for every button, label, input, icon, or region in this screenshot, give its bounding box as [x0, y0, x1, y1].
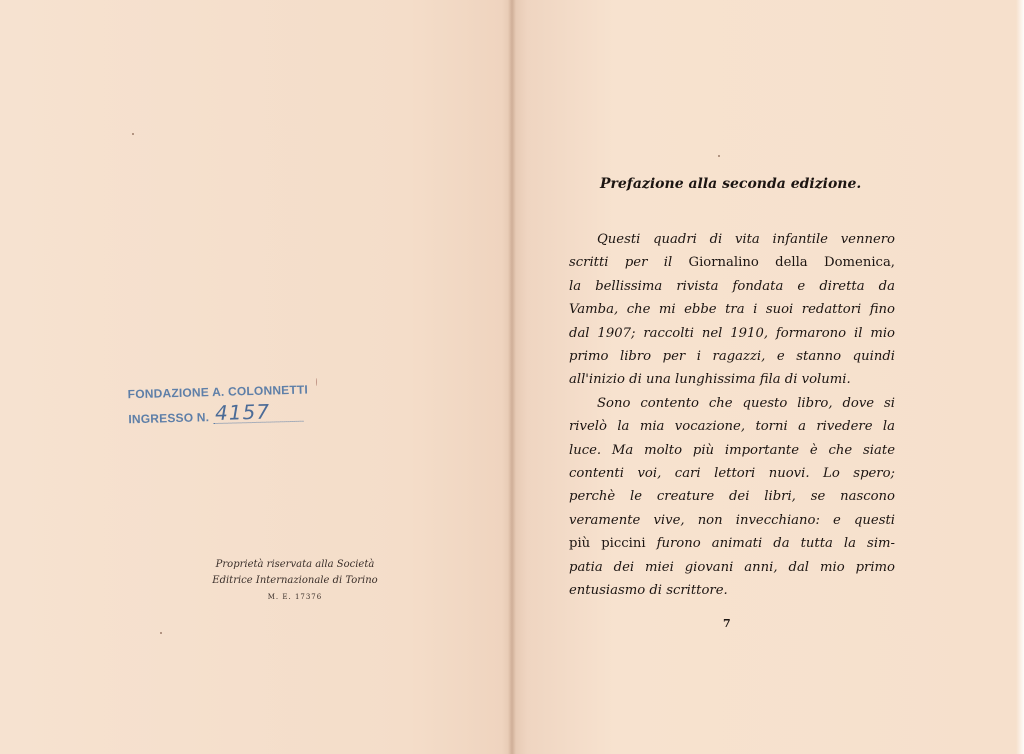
paper-mark — [316, 378, 317, 386]
preface-paragraph-1 — [569, 228, 895, 392]
preface-paragraph-2 — [569, 392, 895, 603]
library-stamp — [127, 382, 309, 427]
stamp-entry-number: 4157 — [214, 399, 271, 426]
text-line: luce. Ma molto più importante è che siate — [569, 442, 895, 458]
copyright-line-1: Proprietà riservata alla Società — [215, 559, 375, 570]
stamp-entry-field — [213, 399, 303, 426]
copyright-line-2: Editrice Internazionale di Torino — [212, 575, 378, 586]
page-number: 7 — [723, 617, 731, 630]
text-line: entusiasmo di scrittore. — [569, 583, 728, 599]
text-line: rivelò la mia vocazione, torni a rivedere la — [569, 419, 895, 435]
text-line: patia dei miei giovani anni, dal mio primo — [569, 559, 895, 575]
text-line: più piccini furono animati da tutta la sim- — [569, 536, 895, 552]
text-line: la bellissima rivista fondata e diretta da — [569, 278, 895, 294]
left-page — [0, 0, 510, 754]
text-line: veramente vive, non invecchiano: e questi — [569, 512, 895, 528]
preface-body — [569, 228, 895, 603]
paper-speck — [160, 632, 162, 634]
book-gutter — [508, 0, 516, 754]
text-line: scritti per il Giornalino della Domenica, — [569, 255, 895, 271]
text-line: all'inizio di una lunghissima fila di volumi. — [569, 372, 851, 388]
text-line: dal 1907; raccolti nel 1910, formarono il mio — [569, 325, 895, 341]
text-line: primo libro per i ragazzi, e stanno quindi — [569, 349, 895, 365]
text-line: contenti voi, cari lettori nuovi. Lo spero; — [569, 466, 895, 482]
text-line: Sono contento che questo libro, dove si — [597, 395, 895, 411]
paper-speck — [718, 155, 720, 157]
copyright-notice — [195, 557, 395, 605]
stamp-entry-label: INGRESSO N. — [128, 410, 210, 427]
preface-heading: Prefazione alla seconda edizione. — [600, 176, 862, 192]
text-line: Vamba, che mi ebbe tra i suoi redattori fino — [569, 302, 895, 318]
paper-speck — [132, 133, 134, 135]
stamp-institution: FONDAZIONE A. COLONNETTI — [127, 382, 309, 402]
edition-code: M. E. 17376 — [267, 593, 323, 601]
text-line: perchè le creature dei libri, se nascono — [569, 489, 895, 505]
page-edge — [1016, 0, 1024, 754]
text-line: Questi quadri di vita infantile vennero — [597, 232, 895, 247]
